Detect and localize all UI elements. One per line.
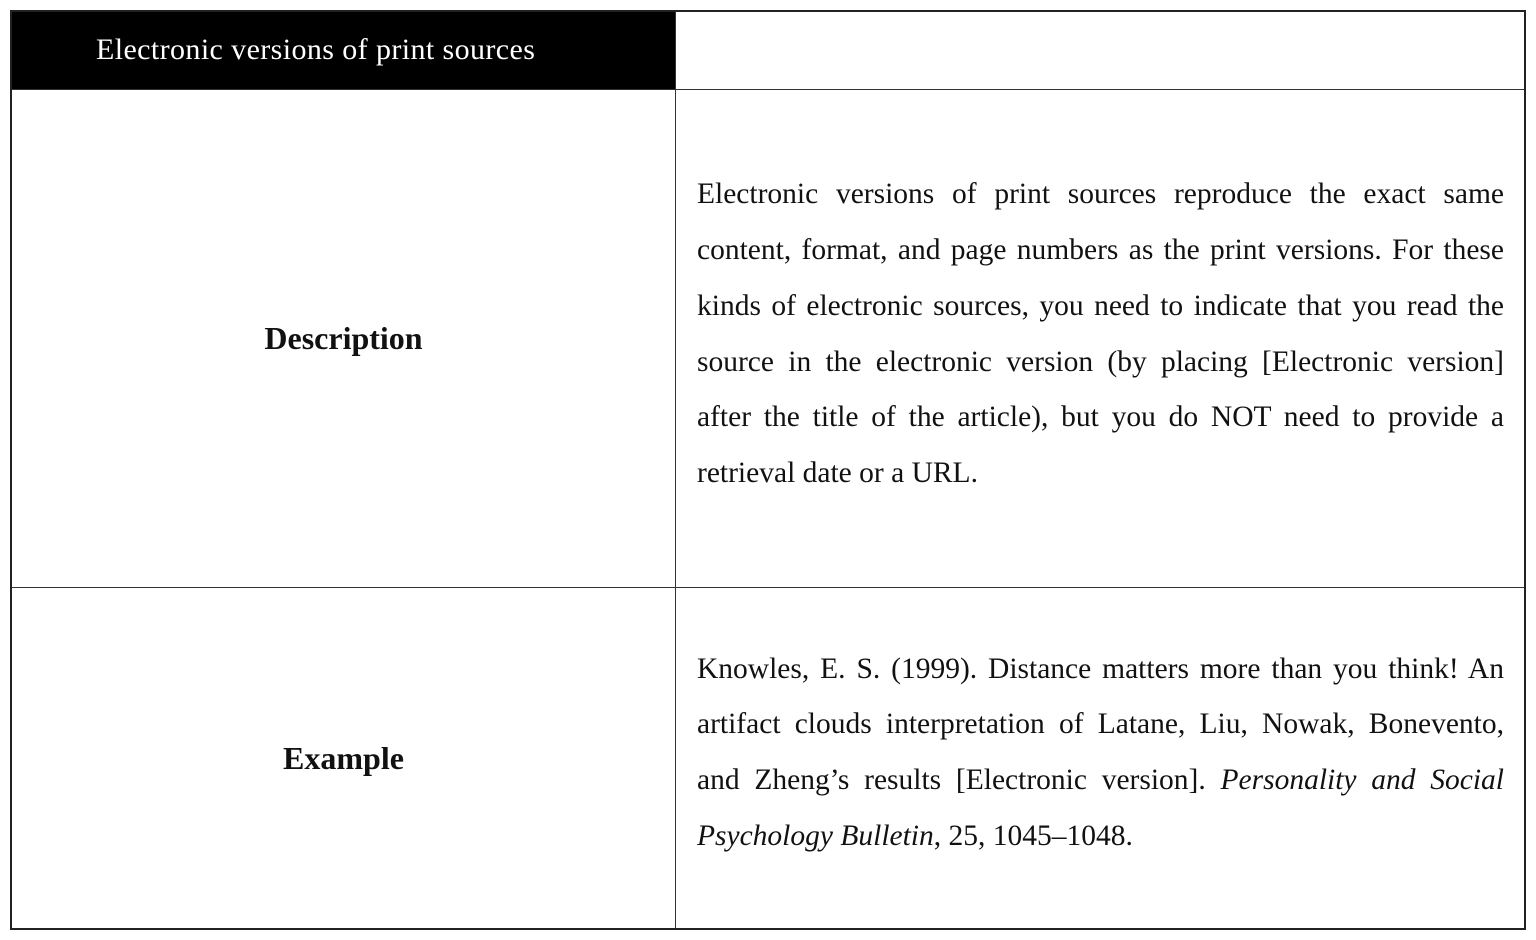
row-label-cell bbox=[12, 588, 675, 928]
citation-journal: Personality and Social Psychology Bulletin bbox=[697, 764, 1504, 852]
row-label-cell bbox=[12, 90, 675, 587]
description-text: Electronic versions of print sources reproduce the exact same content, format, and page numbers as the print versions. For these kinds of electronic sources, you need to indicate that you read the source in the electronic version (by placing [Electronic version] after the title of the article), but you do NOT need to provide a retrieval date or a URL. bbox=[697, 178, 1504, 489]
table-row-description bbox=[12, 90, 1524, 588]
table-header-row bbox=[12, 12, 1524, 90]
header-cell-title bbox=[12, 12, 675, 89]
row-text-cell bbox=[675, 588, 1524, 928]
citation-table bbox=[10, 10, 1526, 930]
example-citation bbox=[697, 642, 1504, 865]
table-row-example bbox=[12, 588, 1524, 928]
row-label-description: Description bbox=[264, 320, 423, 356]
header-cell-empty bbox=[675, 12, 1524, 89]
citation-authors-title: Knowles, E. S. (1999). Distance matters more than you think! An artifact clouds interpretation of Latane, Liu, Nowak, Bonevento, and Zheng’s results [Electronic version]. bbox=[697, 652, 1504, 796]
row-text-cell bbox=[675, 90, 1524, 587]
row-label-example: Example bbox=[283, 739, 404, 776]
header-title: Electronic versions of print sources bbox=[96, 32, 536, 66]
citation-volume-pages: , 25, 1045–1048. bbox=[933, 819, 1133, 852]
